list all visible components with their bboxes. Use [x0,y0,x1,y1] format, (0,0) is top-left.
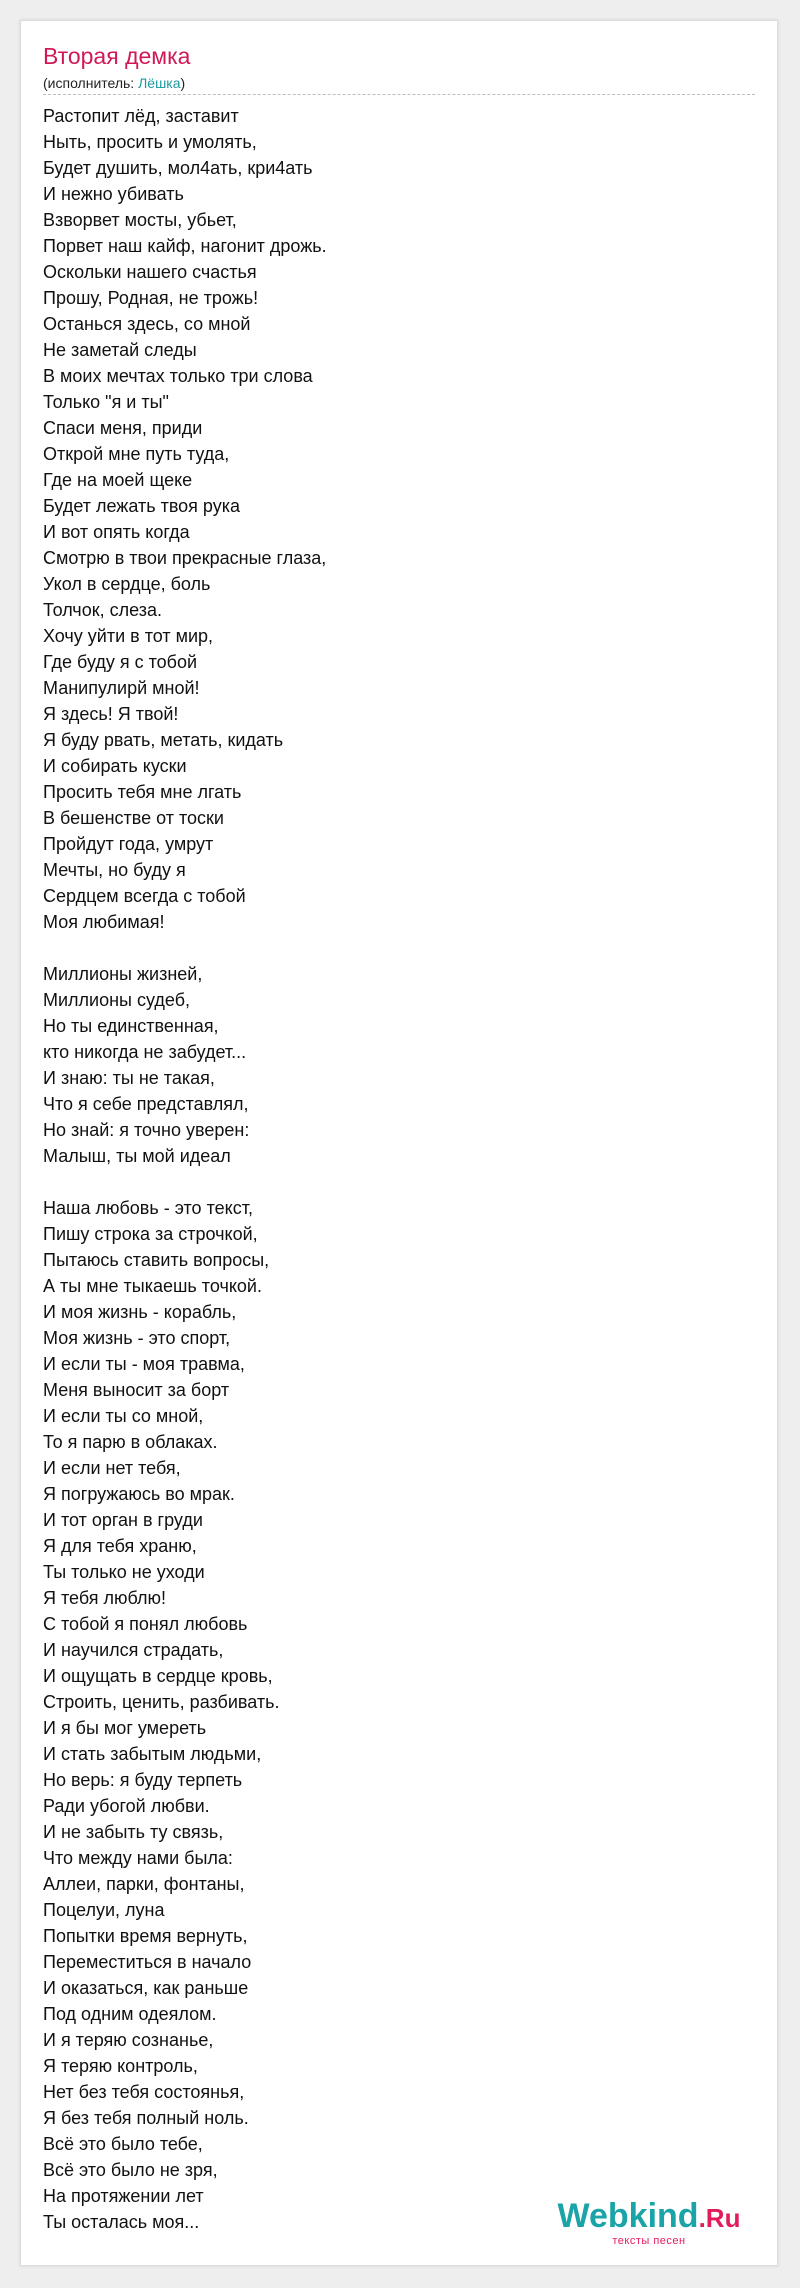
lyric-line: Ради убогой любви. [43,1796,210,1816]
lyric-line: Ныть, просить и умолять, [43,132,257,152]
lyric-line: Будет душить, мол4ать, кри4ать [43,158,313,178]
lyric-line: С тобой я понял любовь [43,1614,248,1634]
lyric-line: Но верь: я буду терпеть [43,1770,243,1790]
lyric-line: Меня выносит за борт [43,1380,230,1400]
lyric-line: Я буду рвать, метать, кидать [43,730,284,750]
divider [43,94,755,95]
lyric-line: Где на моей щеке [43,470,193,490]
lyric-line: И моя жизнь - корабль, [43,1302,237,1322]
lyrics-text [43,103,603,2261]
lyric-line: Останься здесь, со мной [43,314,251,334]
lyric-line: Переместиться в начало [43,1952,252,1972]
lyric-line: И тот орган в груди [43,1510,203,1530]
lyric-line: И собирать куски [43,756,187,776]
lyric-line: То я парю в облаках. [43,1432,218,1452]
lyric-line: И оказаться, как раньше [43,1978,249,1998]
lyric-line: Миллионы жизней, [43,964,203,984]
lyric-line: И нежно убивать [43,184,184,204]
lyric-line: Ты осталась моя... [43,2212,200,2232]
lyric-line: Я здесь! Я твой! [43,704,179,724]
lyric-line: Наша любовь - это текст, [43,1198,253,1218]
lyric-line: Пытаюсь ставить вопросы, [43,1250,270,1270]
lyric-line: Аллеи, парки, фонтаны, [43,1874,245,1894]
lyric-line: И научился страдать, [43,1640,224,1660]
lyric-line: Что я себе представлял, [43,1094,249,1114]
lyric-line: Под одним одеялом. [43,2004,217,2024]
lyric-line: Просить тебя мне лгать [43,782,242,802]
lyric-line: Сердцем всегда с тобой [43,886,246,906]
lyric-line: Пишу строка за строчкой, [43,1224,258,1244]
lyric-line: Прошу, Родная, не трожь! [43,288,259,308]
lyric-line: Открой мне путь туда, [43,444,230,464]
lyric-line: Я для тебя храню, [43,1536,197,1556]
lyric-line: И я бы мог умереть [43,1718,207,1738]
lyric-line: Мечты, но буду я [43,860,186,880]
lyric-line: Где буду я с тобой [43,652,198,672]
lyric-line: Попытки время вернуть, [43,1926,248,1946]
lyric-line: кто никогда не забудет... [43,1042,247,1062]
lyric-line: Я тебя люблю! [43,1588,167,1608]
lyric-line: И ощущать в сердце кровь, [43,1666,273,1686]
logo-tagline: тексты песен [612,2235,686,2247]
page-title: Вторая демка [43,43,191,69]
lyric-line: Оскольки нашего счастья [43,262,257,282]
lyric-line: Толчок, слеза. [43,600,162,620]
lyric-line: Я теряю контроль, [43,2056,198,2076]
lyric-line: И не забыть ту связь, [43,1822,224,1842]
lyrics-stanza [43,961,603,1169]
lyric-line: Смотрю в твои прекрасные глаза, [43,548,327,568]
lyric-line: Всё это было тебе, [43,2134,203,2154]
lyric-line: Ты только не уходи [43,1562,205,1582]
lyric-line: Взворвет мосты, убьет, [43,210,237,230]
lyric-line: Хочу уйти в тот мир, [43,626,214,646]
lyric-line: Моя жизнь - это спорт, [43,1328,231,1348]
lyric-line: Будет лежать твоя рука [43,496,241,516]
lyric-line: Манипулирй мной! [43,678,200,698]
lyric-line: Я без тебя полный ноль. [43,2108,249,2128]
lyric-line: Всё это было не зря, [43,2160,218,2180]
lyric-line: Не заметай следы [43,340,197,360]
lyric-line: Строить, ценить, разбивать. [43,1692,280,1712]
lyric-line: И я теряю сознанье, [43,2030,214,2050]
lyric-line: Но знай: я точно уверен: [43,1120,250,1140]
lyric-line: И если ты со мной, [43,1406,204,1426]
lyric-line: Порвет наш кайф, нагонит дрожь. [43,236,327,256]
logo-tld: .Ru [698,2203,741,2233]
lyric-line: В моих мечтах только три слова [43,366,313,386]
lyric-line: Я погружаюсь во мрак. [43,1484,235,1504]
performer-suffix: ) [180,75,186,91]
lyric-line: Укол в сердце, боль [43,574,211,594]
lyric-line: Пройдут года, умрут [43,834,214,854]
lyric-line: Но ты единственная, [43,1016,219,1036]
performer-link[interactable]: Лёшка [138,75,181,91]
site-logo[interactable] [549,2197,749,2247]
logo-name: Webkind [557,2197,699,2235]
lyric-line: А ты мне тыкаешь точкой. [43,1276,262,1296]
lyrics-stanza [43,1195,603,2235]
song-card [20,20,778,2266]
lyric-line: Миллионы судеб, [43,990,191,1010]
lyric-line: И если ты - моя травма, [43,1354,245,1374]
lyric-line: Нет без тебя состоянья, [43,2082,245,2102]
lyric-line: В бешенстве от тоски [43,808,224,828]
lyric-line: На протяжении лет [43,2186,204,2206]
lyric-line: Моя любимая! [43,912,165,932]
lyric-line: Спаси меня, приди [43,418,203,438]
lyric-line: Что между нами была: [43,1848,233,1868]
performer-line [43,74,185,92]
lyric-line: И вот опять когда [43,522,190,542]
lyric-line: И если нет тебя, [43,1458,181,1478]
lyric-line: Малыш, ты мой идеал [43,1146,231,1166]
lyrics-stanza [43,103,603,935]
lyric-line: Поцелуи, луна [43,1900,165,1920]
lyric-line: И знаю: ты не такая, [43,1068,215,1088]
lyric-line: Только "я и ты" [43,392,169,412]
lyric-line: Растопит лёд, заставит [43,106,239,126]
performer-prefix: (исполнитель: [43,75,139,91]
lyric-line: И стать забытым людьми, [43,1744,262,1764]
